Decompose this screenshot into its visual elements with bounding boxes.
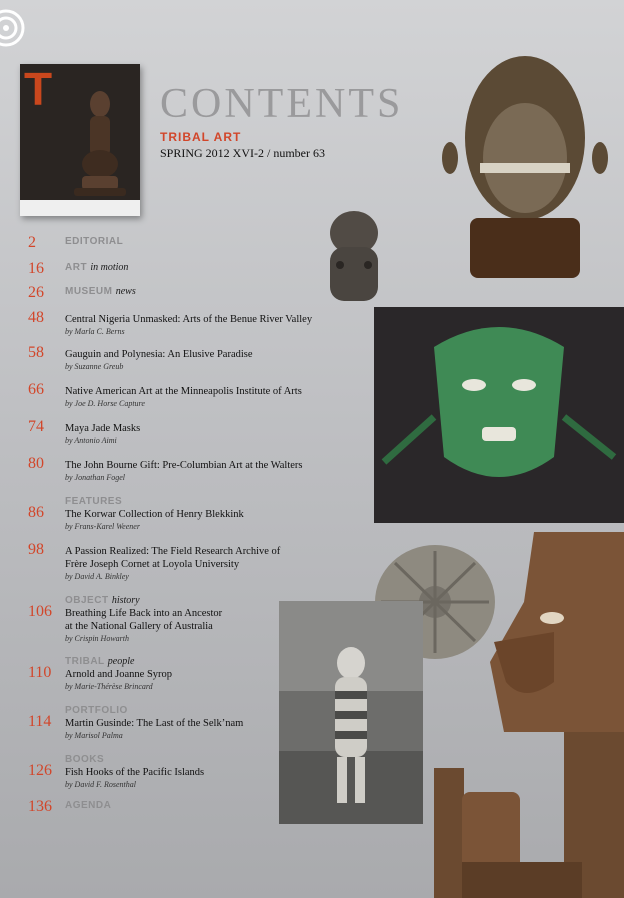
section-label: BOOKS	[65, 754, 105, 765]
article-author: by Frans-Karel Weener	[65, 522, 140, 531]
article-author: by David F. Rosenthal	[65, 780, 136, 789]
cover-logo-letter: T	[24, 64, 53, 115]
section-subtitle: in motion	[90, 262, 129, 273]
page-title: CONTENTS	[160, 81, 404, 127]
cover-footer-band	[20, 200, 140, 216]
jade-mask-image	[374, 307, 624, 523]
issue-info: SPRING 2012 XVI-2 / number 63	[160, 146, 325, 160]
section-label: TRIBAL	[65, 656, 105, 667]
magazine-cover[interactable]	[20, 64, 140, 216]
page-number: 2	[28, 234, 36, 251]
helmet-mask-image	[440, 48, 610, 288]
korwar-figure-image	[434, 532, 624, 898]
section-subtitle: news	[115, 286, 136, 297]
page-number: 26	[28, 284, 44, 301]
article-title: Central Nigeria Unmasked: Arts of the Benue River Valley	[65, 314, 313, 325]
magazine-name: TRIBAL ART	[160, 130, 242, 144]
article-title: Gauguin and Polynesia: An Elusive Paradise	[65, 349, 253, 360]
article-author: by Suzanne Greub	[65, 362, 124, 371]
page-number: 106	[28, 603, 52, 620]
article-author: by Joe D. Horse Capture	[65, 399, 145, 408]
article-author: by Jonathan Fogel	[65, 473, 125, 482]
page-number: 136	[28, 798, 52, 815]
page-number: 16	[28, 260, 44, 277]
article-author: by Marie-Thérèse Brincard	[65, 682, 153, 691]
article-title: Fish Hooks of the Pacific Islands	[65, 767, 205, 778]
section-subtitle: history	[111, 595, 140, 606]
section-label: MUSEUM	[65, 286, 113, 297]
section-label: OBJECT	[65, 595, 109, 606]
article-title: A Passion Realized: The Field Research Archive of	[65, 546, 281, 557]
section-label: PORTFOLIO	[65, 705, 128, 716]
spiral-logo-icon	[0, 8, 26, 48]
page-number: 74	[28, 418, 44, 435]
page-number: 58	[28, 344, 44, 361]
article-title: Martin Gusinde: The Last of the Selk’nam	[65, 718, 244, 729]
page-number: 66	[28, 381, 44, 398]
article-author: by Marisol Palma	[65, 731, 123, 740]
article-author: by Marla C. Berns	[65, 327, 125, 336]
article-title-line2: Frère Joseph Cornet at Loyola University	[65, 559, 240, 570]
page-number: 98	[28, 541, 44, 558]
cover-figure-image	[20, 64, 140, 216]
article-title: Maya Jade Masks	[65, 423, 141, 434]
section-subtitle: people	[107, 656, 135, 667]
article-title-line2: at the National Gallery of Australia	[65, 621, 213, 632]
page-number: 126	[28, 762, 52, 779]
section-label: AGENDA	[65, 800, 112, 811]
article-title: The Korwar Collection of Henry Blekkink	[65, 509, 244, 520]
page-number: 110	[28, 664, 52, 681]
article-author: by Crispin Howarth	[65, 634, 130, 643]
section-label: ART	[65, 262, 88, 273]
article-title: The John Bourne Gift: Pre-Columbian Art at the Walters	[65, 460, 303, 471]
article-author: by David A. Binkley	[65, 572, 129, 581]
article-title: Breathing Life Back into an Ancestor	[65, 608, 223, 619]
page-number: 114	[28, 713, 52, 730]
page-number: 48	[28, 309, 44, 326]
section-label: FEATURES	[65, 496, 123, 507]
section-label: EDITORIAL	[65, 236, 124, 247]
article-title: Arnold and Joanne Syrop	[65, 669, 173, 680]
article-title: Native American Art at the Minneapolis Institute of Arts	[65, 386, 302, 397]
article-author: by Antonio Aimi	[65, 436, 117, 445]
page-number: 80	[28, 455, 44, 472]
page-number: 86	[28, 504, 44, 521]
